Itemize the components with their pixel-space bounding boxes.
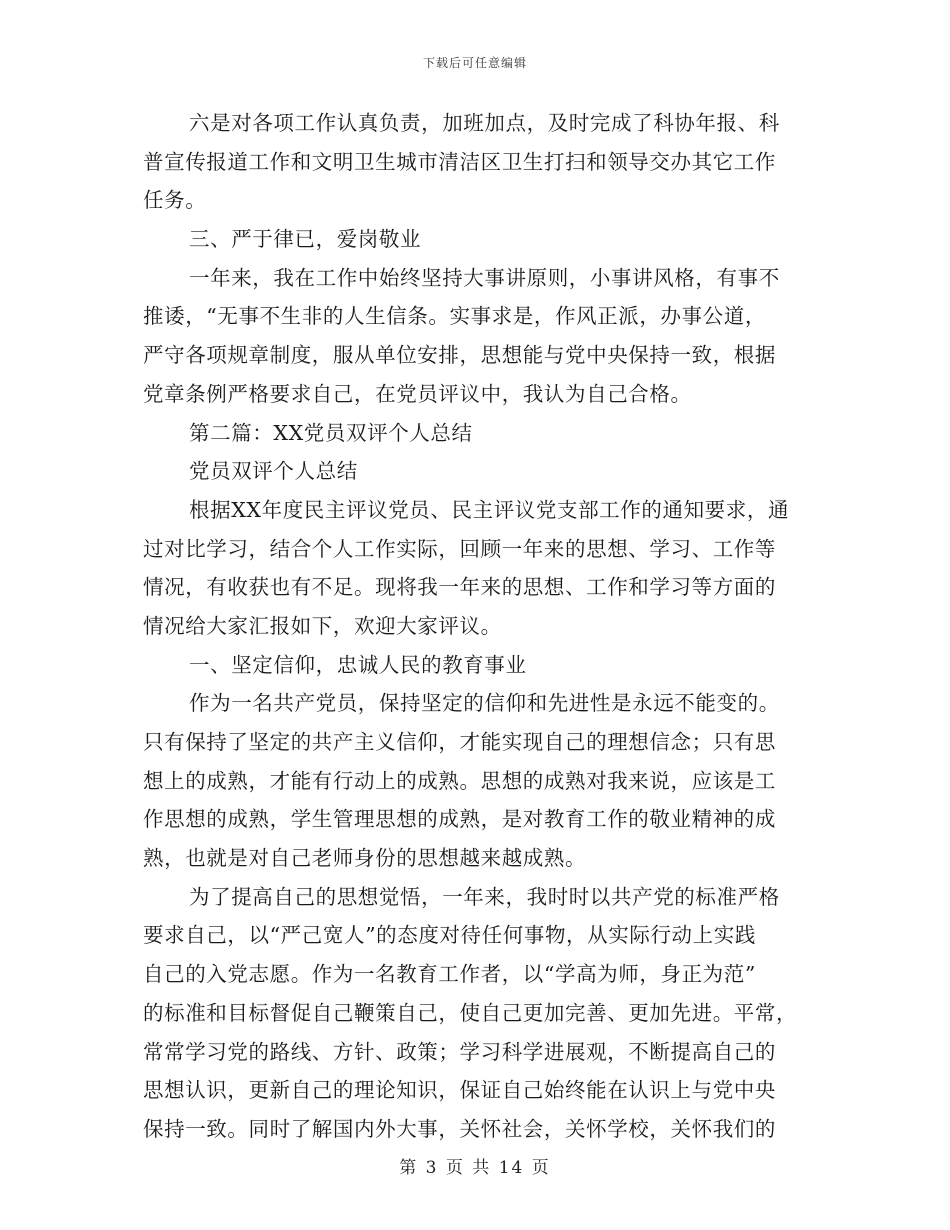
text-line: 为了提高自己的思想觉悟，一年来，我时时以共产党的标准严格 (189, 884, 780, 909)
body-text (143, 104, 807, 1149)
text-line: 自己的入党志愿。作为一名教育工作者，以“学高为师，身正为范” (143, 962, 756, 987)
text-line: 作思想的成熟，学生管理思想的成熟，是对教育工作的敬业精神的成 (143, 807, 776, 832)
text-line: 一、坚定信仰，忠诚人民的教育事业 (189, 652, 527, 677)
text-line: 三、严于律已，爱岗敬业 (189, 227, 422, 252)
text-line: 情况，有收获也有不足。现将我一年来的思想、工作和学习等方面的 (143, 575, 776, 600)
text-line: 推诿，“无事不生非的人生信条。实事求是，作风正派，办事公道， (143, 304, 766, 329)
text-line: 过对比学习，结合个人工作实际，回顾一年来的思想、学习、工作等 (143, 536, 776, 561)
text-line: 党章条例严格要求自己，在党员评议中，我认为自己合格。 (143, 381, 692, 406)
text-line: 严守各项规章制度，服从单位安排，思想能与党中央保持一致，根据 (143, 343, 776, 368)
text-line: 党员双评个人总结 (189, 459, 358, 484)
text-line: 想上的成熟，才能有行动上的成熟。思想的成熟对我来说，应该是工 (143, 768, 776, 793)
text-line: 六是对各项工作认真负责，加班加点，及时完成了科协年报、科 (189, 111, 780, 135)
text-line: 普宣传报道工作和文明卫生城市清洁区卫生打扫和领导交办其它工作 (143, 149, 776, 174)
text-line: 只有保持了坚定的共产主义信仰，才能实现自己的理想信念；只有思 (143, 730, 776, 754)
text-line: 保持一致。同时了解国内外大事，关怀社会，关怀学校，关怀我们的 (143, 1116, 776, 1141)
text-line: 情况给大家汇报如下，欢迎大家评议。 (143, 613, 502, 638)
text-line: 第二篇：XX党员双评个人总结 (189, 420, 473, 445)
text-line: 思想认识，更新自己的理论知识，保证自己始终能在认识上与党中央 (143, 1078, 776, 1103)
text-line: 要求自己，以“严己宽人”的态度对待任何事物，从实际行动上实践 (143, 923, 756, 948)
text-line: 作为一名共产党员，保持坚定的信仰和先进性是永远不能变的。 (189, 691, 780, 716)
text-line: 常常学习党的路线、方针、政策；学习科学进展观，不断提高自己的 (143, 1039, 776, 1064)
text-line: 任务。 (143, 188, 207, 213)
text-line: 根据XX年度民主评议党员、民主评议党支部工作的通知要求，通 (189, 497, 790, 522)
text-line: 一年来，我在工作中始终坚持大事讲原则，小事讲风格，有事不 (189, 265, 780, 290)
text-line: 熟，也就是对自己老师身份的思想越来越成熟。 (143, 846, 587, 871)
text-line: 的标准和目标督促自己鞭策自己，使自己更加完善、更加先进。平常， (143, 1000, 798, 1025)
header-note: 下载后可任意编辑 (422, 56, 527, 70)
page-number: 第 3 页 共 14 页 (399, 1158, 551, 1178)
